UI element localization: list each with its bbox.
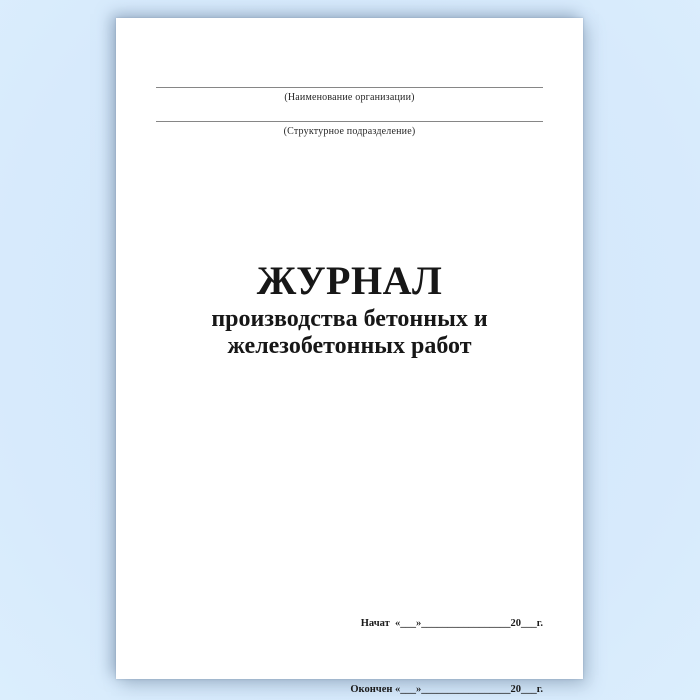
- department-caption: (Структурное подразделение): [283, 126, 416, 137]
- journal-cover-page: [116, 18, 583, 695]
- department-blank-line: [156, 121, 543, 122]
- end-date-line: Окончен «___»_________________20___г.: [350, 684, 543, 695]
- journal-title: ЖУРНАЛ: [256, 258, 443, 303]
- journal-subtitle-line1: производства бетонных и: [211, 306, 488, 332]
- journal-subtitle-line2: железобетонных работ: [227, 333, 472, 359]
- start-date-line: Начат «___»_________________20___г.: [360, 618, 543, 629]
- organization-name-caption: (Наименование организации): [284, 92, 415, 103]
- organization-name-blank-line: [156, 87, 543, 88]
- dates-block: [350, 569, 543, 700]
- title-block: [116, 258, 583, 360]
